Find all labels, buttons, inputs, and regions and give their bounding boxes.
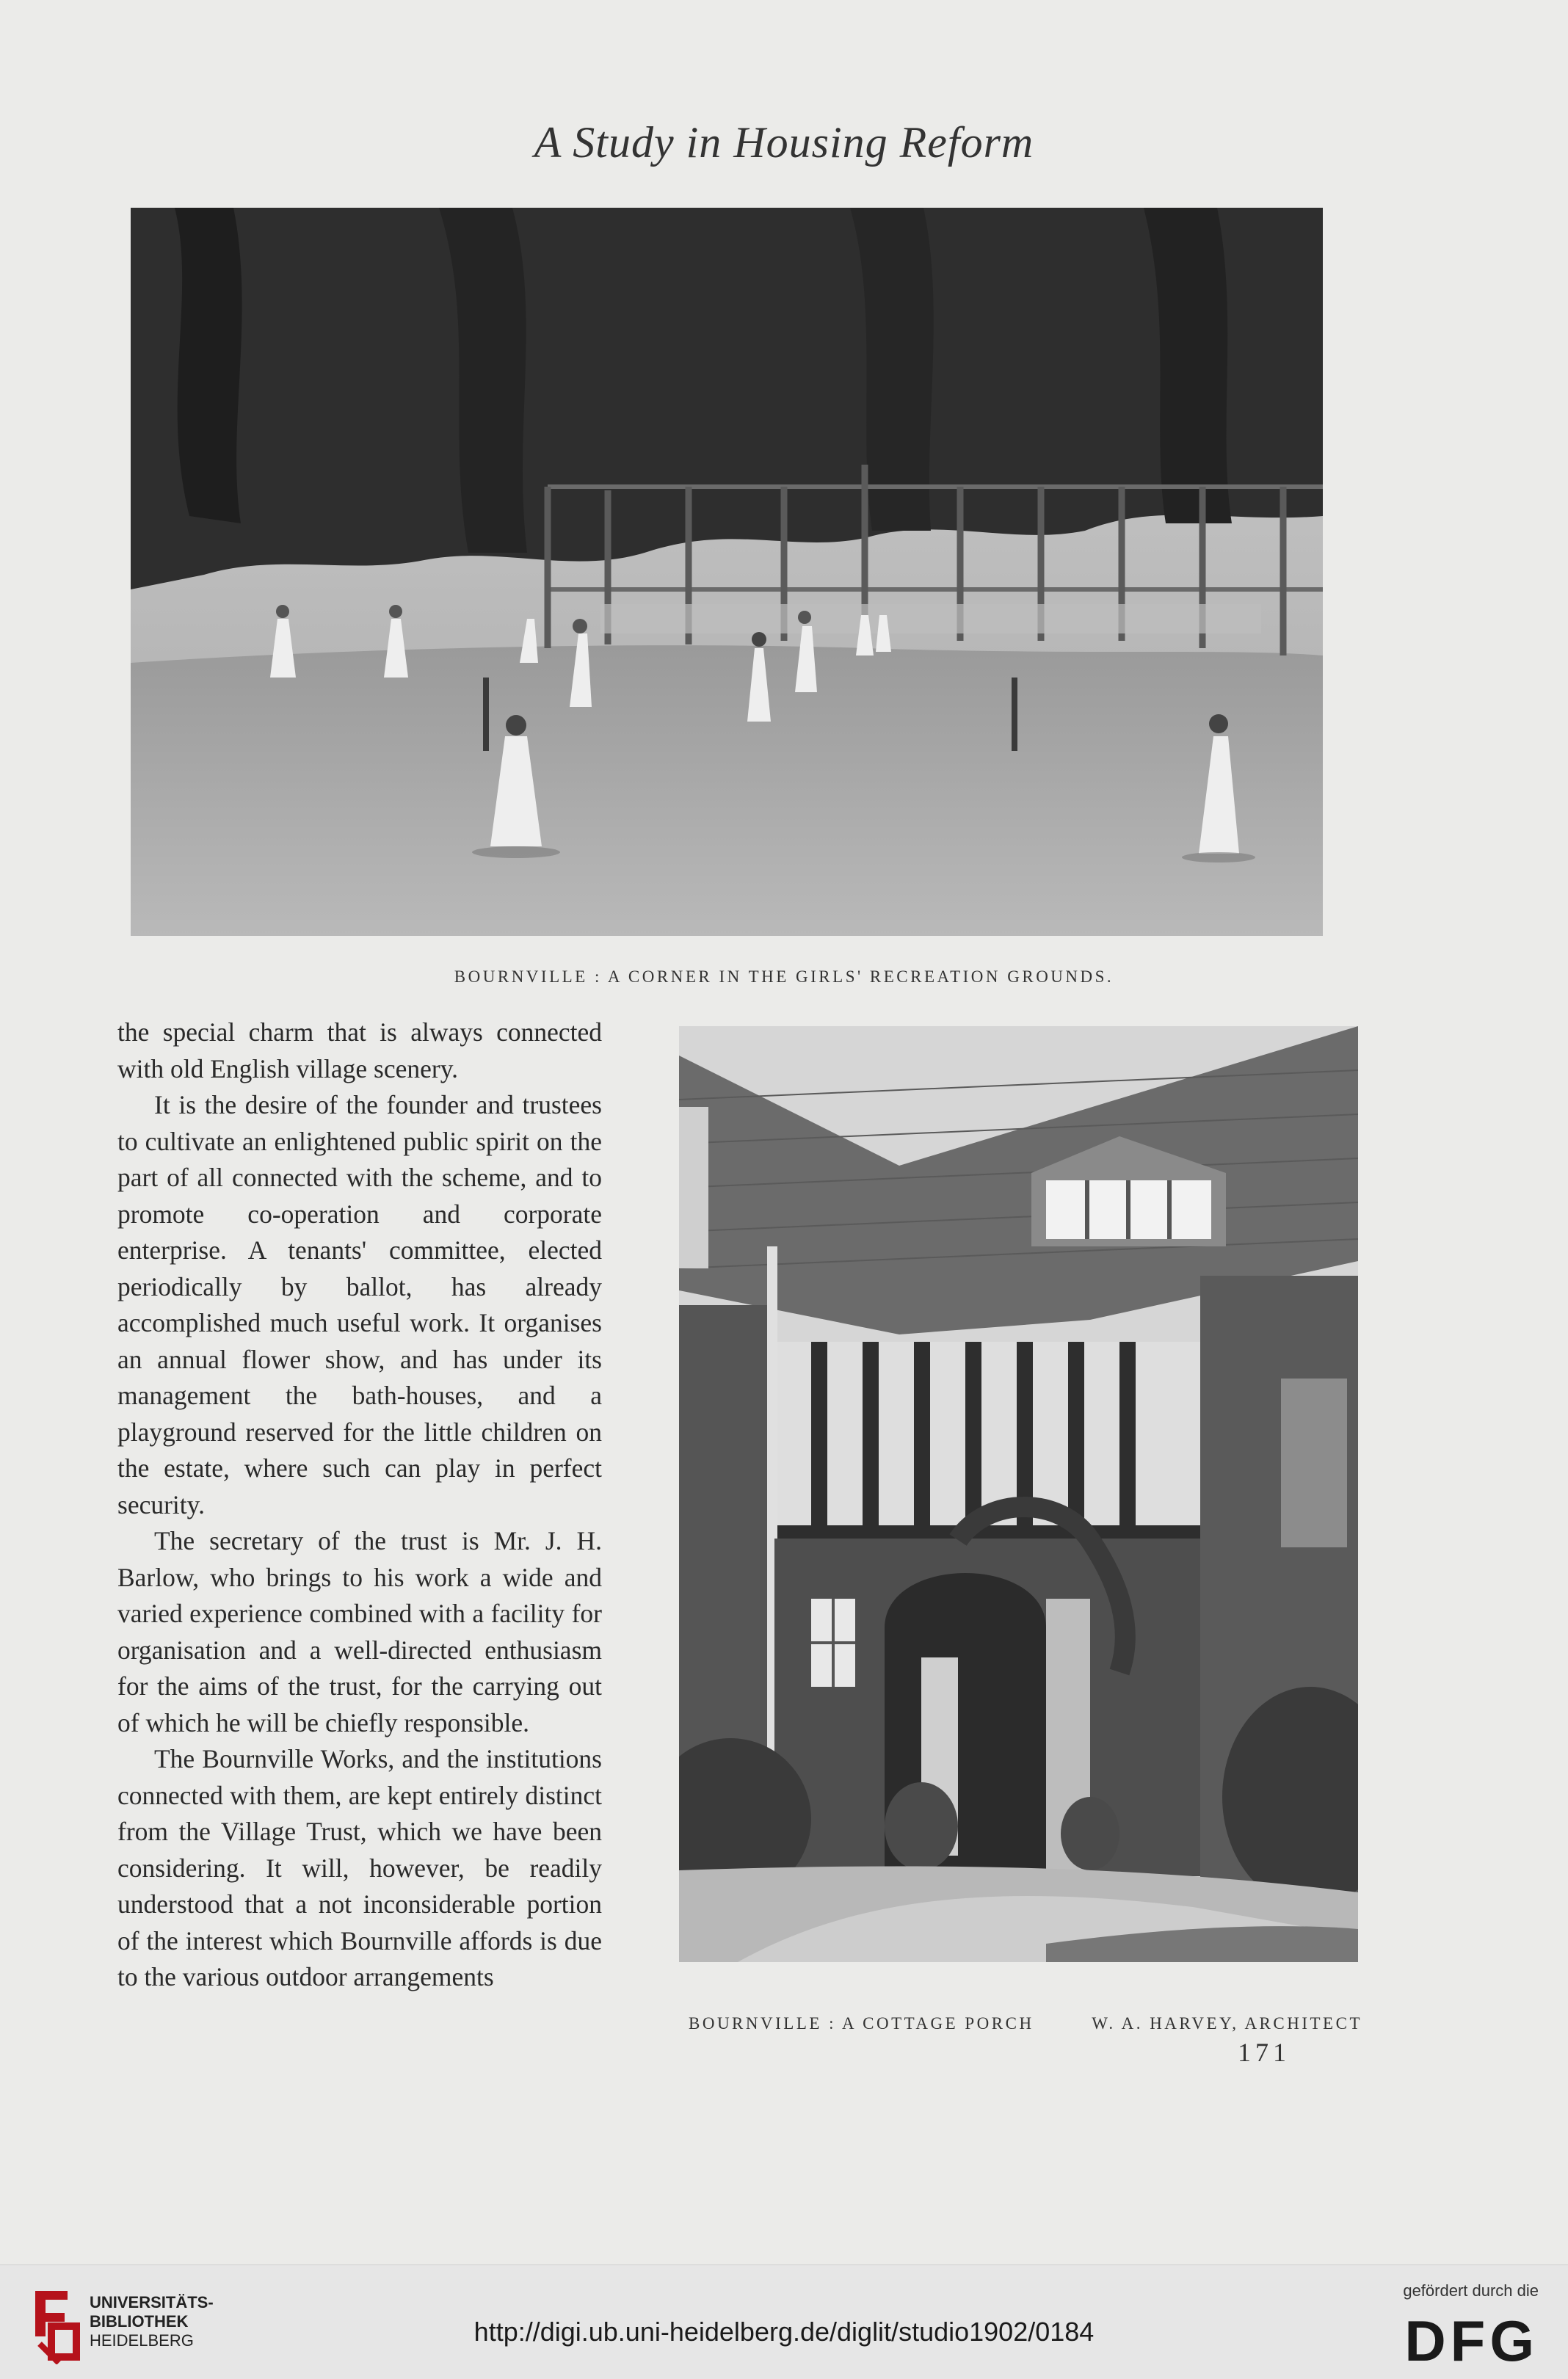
tennis-grounds-photo [131,208,1323,936]
page-number: 171 [1238,2038,1291,2067]
paragraph-4: The Bournville Works, and the institutions connected with them, are kept entirely distinct from the Village Trust, which we have been considering. It will, however, be readily understood that a not inconsiderable portion of the interest which Bournville affords is due to the various outdoor arrangements [117,1744,602,1991]
body-text [117,1014,602,1996]
funded-by-label: gefördert durch die [1403,2281,1539,2300]
digitization-footer [0,2264,1568,2379]
architect-credit: W. A. HARVEY, ARCHITECT [1092,2014,1362,2033]
paragraph-2: It is the desire of the founder and trustees to cultivate an enlightened public spirit on the part of all connected with the scheme, and to promote co-operation and corporate enterprise. A tenants' committee, elected periodically by ballot, has already accomplished much useful work. It organises an annual flower show, and has under its management the bath-houses, and a playground reserved for the little children on the estate, where such can play in perfect security. [117,1090,602,1519]
dfg-logo: DFG [1404,2309,1539,2373]
running-head: A Study in Housing Reform [534,118,1034,167]
porch-photo-caption: BOURNVILLE : A COTTAGE PORCH [689,2014,1034,2033]
tennis-photo-caption: BOURNVILLE : A CORNER IN THE GIRLS' RECREATION GROUNDS. [454,967,1114,986]
paragraph-1: the special charm that is always connected with old English village scenery. [117,1017,602,1083]
paragraph-3: The secretary of the trust is Mr. J. H. Barlow, who brings to his work a wide and varied experience combined with a facility for organisation and a well-directed enthusiasm for the aims of the trust, for the carrying out of which he will be chiefly responsible. [117,1526,602,1737]
library-name-line-1: UNIVERSITÄTS- [90,2293,214,2311]
cottage-porch-photo [679,1026,1358,1962]
library-name-line-3: HEIDELBERG [90,2331,194,2350]
permalink-url[interactable]: http://digi.ub.uni-heidelberg.de/diglit/studio1902/0184 [473,2317,1095,2347]
library-name-line-2: BIBLIOTHEK [90,2312,189,2331]
